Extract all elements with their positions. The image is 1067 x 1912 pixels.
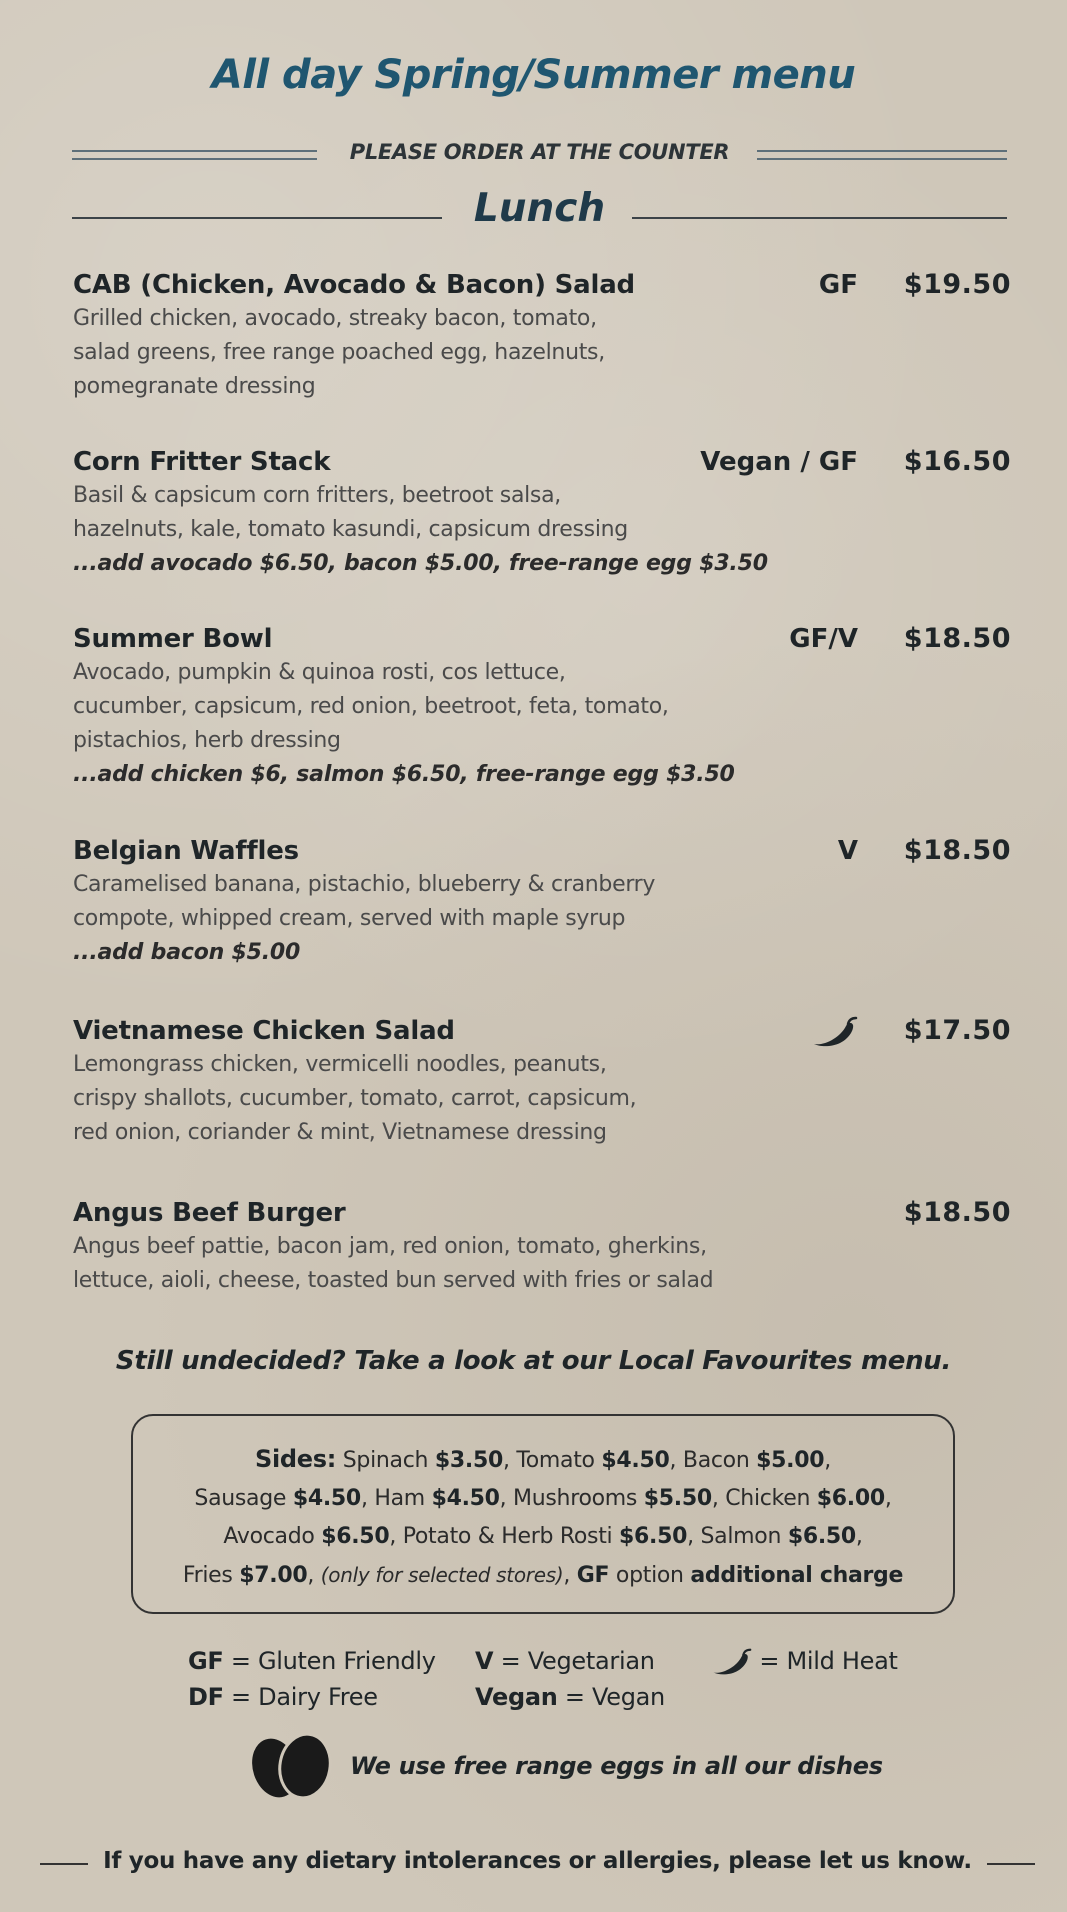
item-description-line: hazelnuts, kale, tomato kasundi, capsicum dressing (73, 517, 628, 542)
menu-item (73, 1196, 1013, 1298)
legend-gf (188, 1643, 436, 1679)
item-addons: ...add avocado $6.50, bacon $5.00, free-range egg $3.50 (73, 551, 768, 576)
item-description-line: crispy shallots, cucumber, tomato, carrot, capsicum, (73, 1086, 637, 1111)
side-name: , Bacon (669, 1448, 757, 1473)
item-description-line: Angus beef pattie, bacon jam, red onion, tomato, gherkins, (73, 1234, 707, 1259)
item-dietary-tag: GF/V (789, 624, 858, 654)
item-description-line: pomegranate dressing (73, 374, 316, 399)
separator: , (563, 1563, 577, 1588)
sides-line (133, 1480, 953, 1518)
legend-v (475, 1643, 665, 1679)
item-price: $18.50 (903, 835, 1011, 866)
menu-item (73, 1014, 1013, 1150)
legend-value: = Mild Heat (759, 1647, 898, 1675)
legend-value: = Vegetarian (493, 1647, 655, 1675)
item-name: Summer Bowl (73, 624, 273, 654)
sides-line (133, 1518, 953, 1556)
item-dietary-tag: V (837, 836, 858, 866)
side-name: , Chicken (711, 1486, 817, 1511)
side-name: Sausage (194, 1486, 293, 1511)
legend-key: V (475, 1647, 494, 1675)
item-description-line: Lemongrass chicken, vermicelli noodles, peanuts, (73, 1052, 607, 1077)
separator: , (824, 1448, 831, 1473)
legend-key: GF (188, 1647, 224, 1675)
side-name: , Ham (360, 1486, 432, 1511)
chili-icon (810, 1014, 858, 1048)
item-description-line: Caramelised banana, pistachio, blueberry & cranberry (73, 872, 656, 897)
item-name: Vietnamese Chicken Salad (73, 1016, 455, 1046)
menu-item (73, 622, 1013, 792)
eggs-icon (245, 1730, 335, 1806)
item-dietary-tag: GF (818, 270, 858, 300)
divider-right (632, 217, 1007, 219)
menu-item (73, 834, 1013, 970)
item-description-line: cucumber, capsicum, red onion, beetroot, feta, tomato, (73, 694, 669, 719)
legend-value: = Vegan (557, 1683, 665, 1711)
item-price: $17.50 (903, 1015, 1011, 1046)
legend-vegan (475, 1679, 665, 1715)
gf-option-text: option (609, 1563, 691, 1588)
side-name: , Mushrooms (499, 1486, 644, 1511)
item-description-line: red onion, coriander & mint, Vietnamese dressing (73, 1120, 607, 1145)
legend-col-1 (188, 1643, 436, 1715)
section-heading: Lunch (473, 186, 606, 231)
side-price: $7.00 (239, 1563, 308, 1588)
item-description-line: Grilled chicken, avocado, streaky bacon, tomato, (73, 306, 597, 331)
item-description-line: salad greens, free range poached egg, hazelnuts, (73, 340, 605, 365)
separator: , (884, 1486, 892, 1511)
side-price: $5.50 (643, 1486, 712, 1511)
separator: , (307, 1563, 321, 1588)
side-name: , Tomato (502, 1448, 602, 1473)
order-note-row (72, 138, 1007, 168)
side-price: $6.00 (816, 1486, 885, 1511)
chili-icon (710, 1647, 759, 1675)
side-name: Avocado (223, 1524, 322, 1549)
section-heading-row (72, 186, 1007, 236)
allergy-note: If you have any dietary intolerances or allergies, please let us know. (103, 1848, 972, 1874)
item-description-line: Basil & capsicum corn fritters, beetroot salsa, (73, 483, 561, 508)
menu-item (73, 445, 1013, 581)
item-price: $19.50 (903, 269, 1011, 300)
fries-note: (only for selected stores) (320, 1563, 564, 1587)
gf-charge: additional charge (690, 1563, 904, 1588)
side-price: $4.50 (292, 1486, 361, 1511)
legend-df (188, 1679, 436, 1715)
divider-double-right (757, 150, 1007, 160)
item-dietary-tag: Vegan / GF (700, 447, 858, 477)
item-price: $18.50 (903, 623, 1011, 654)
order-note: PLEASE ORDER AT THE COUNTER (349, 140, 730, 164)
side-name: , Salmon (687, 1524, 788, 1549)
legend-col-3 (710, 1643, 898, 1679)
gf-label: GF (576, 1563, 610, 1588)
item-name: Corn Fritter Stack (73, 447, 331, 477)
sides-line (133, 1440, 953, 1480)
sides-label: Sides: (255, 1445, 337, 1473)
separator: , (855, 1524, 863, 1549)
side-price: $4.50 (431, 1486, 500, 1511)
sides-box (131, 1414, 955, 1614)
side-price: $6.50 (787, 1524, 856, 1549)
side-name: Spinach (336, 1448, 435, 1473)
legend-key: DF (188, 1683, 224, 1711)
item-name: Belgian Waffles (73, 836, 299, 866)
item-price: $16.50 (903, 446, 1011, 477)
side-name: , Potato & Herb Rosti (389, 1524, 620, 1549)
footer-divider-right (987, 1863, 1035, 1865)
sides-line (133, 1556, 953, 1595)
footer-row (40, 1846, 1035, 1882)
side-price: $3.50 (434, 1448, 503, 1473)
side-price: $6.50 (619, 1524, 688, 1549)
item-price: $18.50 (903, 1197, 1011, 1228)
menu-title: All day Spring/Summer menu (211, 52, 856, 98)
legend-heat (710, 1643, 898, 1679)
item-addons: ...add bacon $5.00 (73, 940, 301, 965)
item-name: CAB (Chicken, Avocado & Bacon) Salad (73, 270, 635, 300)
legend-key: Vegan (475, 1683, 558, 1711)
side-price: $6.50 (321, 1524, 390, 1549)
side-name: Fries (182, 1563, 240, 1588)
legend-col-2 (475, 1643, 665, 1715)
item-addons: ...add chicken $6, salmon $6.50, free-range egg $3.50 (73, 762, 735, 787)
menu-item (73, 268, 1013, 404)
eggs-note: We use free range eggs in all our dishes (350, 1752, 883, 1780)
side-price: $5.00 (756, 1448, 825, 1473)
item-description-line: lettuce, aioli, cheese, toasted bun served with fries or salad (73, 1268, 714, 1293)
legend-value: = Gluten Friendly (223, 1647, 436, 1675)
side-price: $4.50 (601, 1448, 670, 1473)
item-description-line: compote, whipped cream, served with maple syrup (73, 906, 626, 931)
legend-value: = Dairy Free (223, 1683, 378, 1711)
item-description-line: Avocado, pumpkin & quinoa rosti, cos lettuce, (73, 660, 566, 685)
item-description-line: pistachios, herb dressing (73, 728, 341, 753)
item-name: Angus Beef Burger (73, 1198, 346, 1228)
local-favourites-note: Still undecided? Take a look at our Local Favourites menu. (115, 1346, 952, 1376)
